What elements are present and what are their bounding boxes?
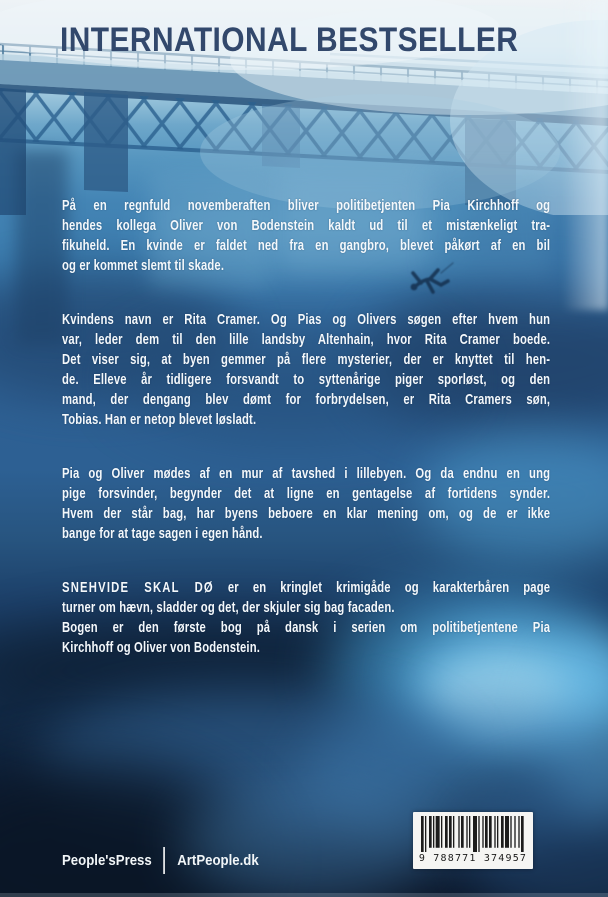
blurb-line: de. Elleve år tidligere forsvandt to syttenårige piger sporløst, og den <box>62 371 551 388</box>
pier-shadow <box>16 150 68 345</box>
publisher-row <box>62 845 259 875</box>
blurb <box>62 196 550 692</box>
blurb-line: hendes kollega Oliver von Bodenstein kaldt ud til et mistænkeligt tra- <box>62 217 551 234</box>
blurb-line: mand, der dengang blev dømt for forbrydelsen, er Rita Cramers søn, <box>62 391 551 408</box>
banner-title: INTERNATIONAL BESTSELLER <box>60 21 519 59</box>
blurb-line: Kirchhoff og Oliver von Bodenstein. <box>62 639 261 656</box>
blurb-paragraph <box>62 618 550 658</box>
publisher-divider <box>163 847 165 874</box>
blurb-line: Kvindens navn er Rita Cramer. Og Pias og Olivers søgen efter hvem hun <box>62 311 551 328</box>
blurb-line: og er kommet slemt til skade. <box>62 257 225 274</box>
blurb-line: Hvem der står bag, har byens beboere en klar mening om, og de er ikke <box>62 505 551 522</box>
barcode-number: 9 788771 374957 <box>418 853 528 864</box>
blurb-line: SNEHVIDE SKAL DØ er en kringlet krimigåde og karakterbåren page <box>62 579 551 596</box>
blurb-line: Tobias. Han er netop blevet løsladt. <box>62 411 257 428</box>
publisher-peoples-press-label: People'sPress <box>62 851 152 869</box>
blurb-line: bange for at tage sagen i egen hånd. <box>62 525 263 542</box>
blurb-line: Pia og Oliver mødes af en mur af tavshed i lillebyen. Og da endnu en ung <box>62 465 551 482</box>
blurb-line: På en regnfuld novemberaften bliver politibetjenten Pia Kirchhoff og <box>62 197 551 214</box>
blurb-text <box>62 196 550 658</box>
blurb-paragraph <box>62 196 550 276</box>
cloud <box>180 780 440 897</box>
blurb-line: var, leder dem til den lille landsby Altenhain, hvor Rita Cramer boede. <box>62 331 551 348</box>
barcode <box>413 812 533 869</box>
blurb-line: pige forsvinder, begynder det at ligne en gentagelse af fortidens synder. <box>62 485 551 502</box>
blurb-line: Bogen er den første bog på dansk i serien om politibetjentene Pia <box>62 619 551 636</box>
page-edge-haze <box>562 0 608 310</box>
blurb-paragraph <box>62 578 550 618</box>
blurb-line: fikuheld. En kvinde er faldet ned fra en gangbro, blevet påkørt af en bil <box>62 237 551 254</box>
scan-edge <box>0 893 608 897</box>
book-title-lead: SNEHVIDE SKAL DØ <box>62 579 214 596</box>
publisher-artpeople-label: ArtPeople.dk <box>177 851 259 869</box>
blurb-line: Det viser sig, at byen gemmer på flere mysterier, der er knyttet til hen- <box>62 351 551 368</box>
blurb-paragraph <box>62 310 550 430</box>
barcode-bars <box>421 816 525 852</box>
blurb-paragraph <box>62 464 550 544</box>
blurb-line: turner om hævn, sladder og det, der skjuler sig bag facaden. <box>62 599 395 616</box>
